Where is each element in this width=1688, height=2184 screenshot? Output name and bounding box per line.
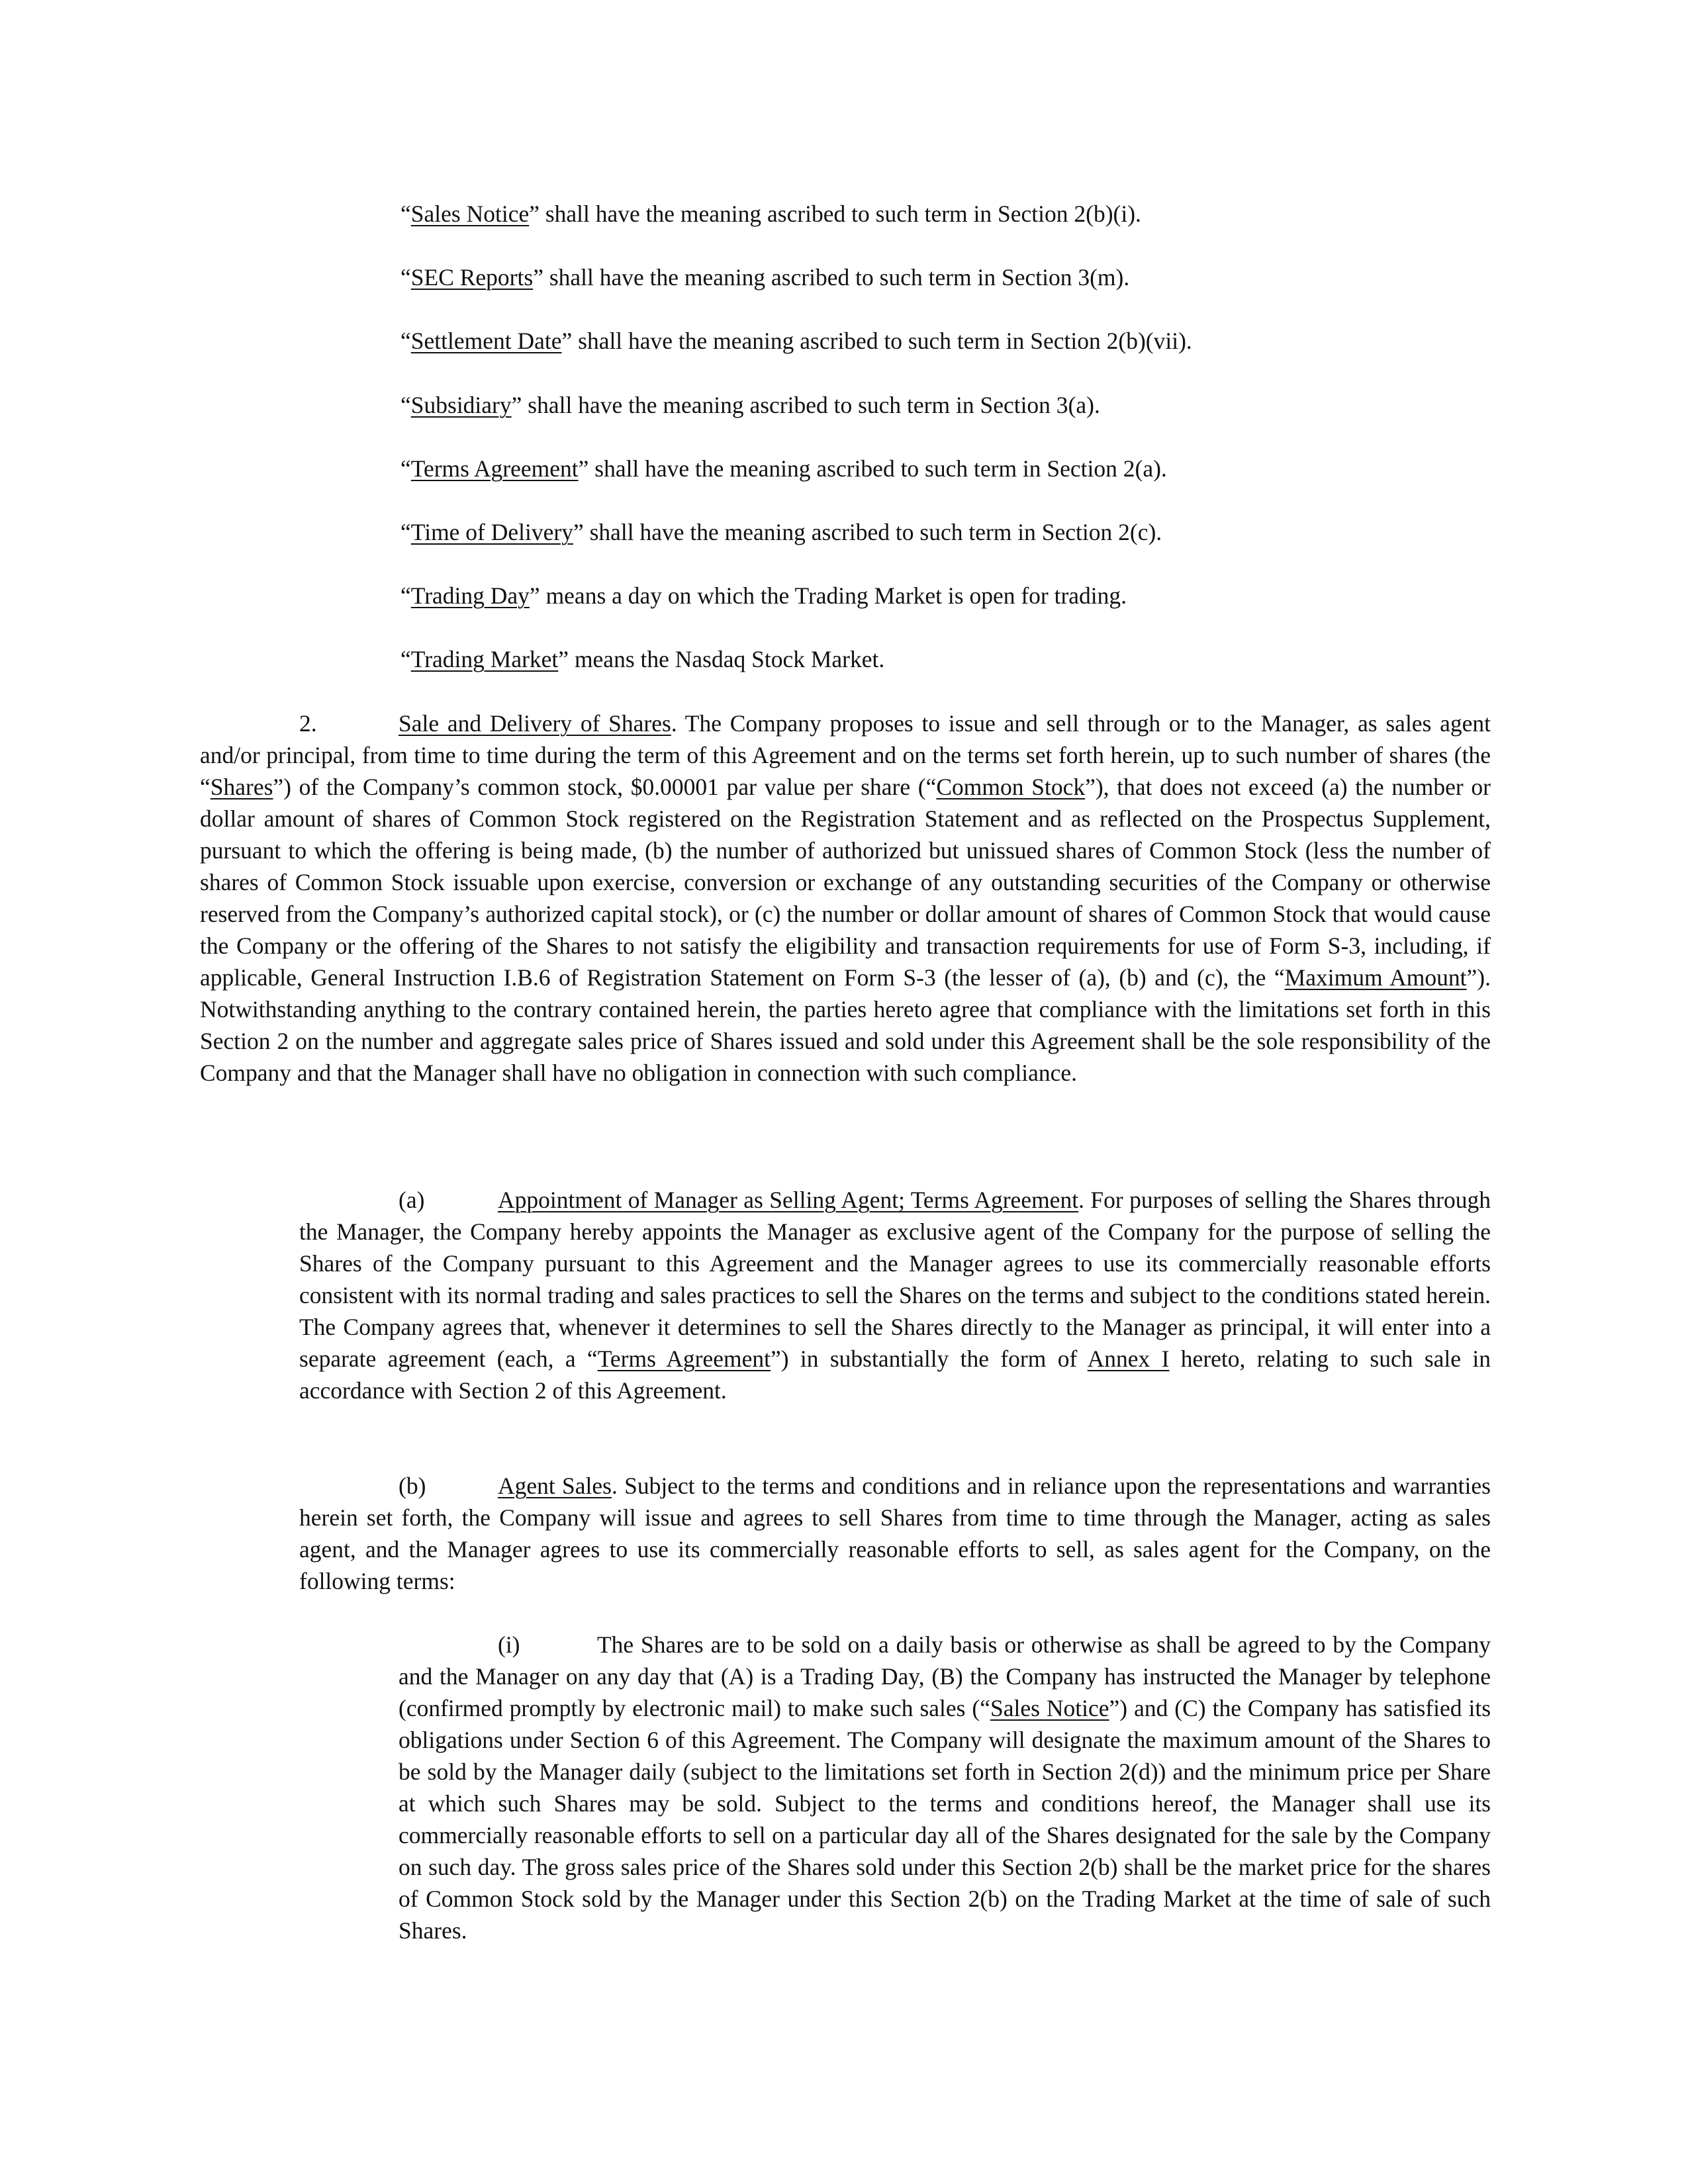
definition-subsidiary: “Subsidiary” shall have the meaning ascribed to such term in Section 3(a).	[400, 392, 1100, 418]
subsection-label: (a)	[399, 1187, 425, 1213]
defined-term: Shares	[210, 774, 273, 800]
subsection-heading: Agent Sales	[498, 1473, 612, 1499]
paragraph-text: ”). Notwithstanding anything to the contrary contained herein, the parties hereto agree that compliance with the limitations set forth in this Section 2 on the number and aggregate sales price of Shares issued and sold under this Agreement shall be the sole responsibility of the Company and that the Manager shall have no obligation in connection with such compliance.	[200, 964, 1491, 1086]
definition-text: shall have the meaning ascribed to such term in Section 3(m).	[543, 264, 1130, 291]
definition-text: shall have the meaning ascribed to such term in Section 2(b)(i).	[539, 201, 1141, 227]
paragraph-text: ”) and (C) the Company has satisfied its obligations under Section 6 of this Agreement. The Company will designate the maximum amount of the Shares to be sold by the Manager daily (subject to the limitations set forth in Section 2(d)) and the minimum price per Share at which such Shares may be sold. Subject to the terms and conditions hereof, the Manager shall use its commercially reasonable efforts to sell on a particular day all of the Shares designated for the sale by the Company on such day. The gross sales price of the Shares sold under this Section 2(b) shall be the market price for the shares of Common Stock sold by the Manager under this Section 2(b) on the Trading Market at the time of sale of such Shares.	[399, 1695, 1491, 1944]
paragraph-text: . For purposes of selling the Shares through the Manager, the Company hereby appoints the Manager as exclusive agent of the Company for the purpose of selling the Shares of the Company pursuant to this Agreement and the Manager agrees to use its commercially reasonable efforts consistent with its normal trading and sales practices to sell the Shares on the terms and subject to the conditions stated herein. The Company agrees that, whenever it determines to sell the Shares directly to the Manager as principal, it will enter into a separate agreement (each, a “	[299, 1187, 1491, 1372]
definition-terms-agreement: “Terms Agreement” shall have the meaning ascribed to such term in Section 2(a).	[400, 455, 1167, 482]
defined-term: SEC Reports	[410, 264, 534, 291]
section-heading: Sale and Delivery of Shares	[399, 710, 671, 737]
definition-sales-notice: “Sales Notice” shall have the meaning ascribed to such term in Section 2(b)(i).	[400, 201, 1141, 227]
defined-term: Sales Notice	[990, 1695, 1109, 1721]
paragraph-text: The Shares are to be sold on a daily basis or otherwise as shall be agreed to by the Company and the Manager on any day that (A) is a Trading Day, (B) the Company has instructed the Manager by telephone (confirmed promptly by electronic mail) to make such sales (“	[399, 1631, 1491, 1721]
paragraph-text: ”) of the Company’s common stock, $0.00001 par value per share (“	[273, 774, 937, 800]
definition-trading-market: “Trading Market” means the Nasdaq Stock Market.	[400, 646, 885, 672]
defined-term: Maximum Amount	[1284, 964, 1467, 991]
defined-term: Common Stock	[936, 774, 1086, 800]
clause-label: (i)	[498, 1631, 520, 1658]
definition-trading-day: “Trading Day” means a day on which the Trading Market is open for trading.	[400, 582, 1127, 609]
paragraph-text: . Subject to the terms and conditions and in reliance upon the representations and warranties herein set forth, the Company will issue and agrees to sell Shares from time to time through the Manager, acting as sales agent, and the Manager agrees to use its commercially reasonable efforts to sell, as sales agent for the Company, on the following terms:	[299, 1473, 1491, 1594]
paragraph-text: . The Company proposes to issue and sell through or to the Manager, as sales agent and/or principal, from time to time during the term of this Agreement and on the terms set forth herein, up to such number of shares (the “	[200, 710, 1491, 800]
defined-term: Settlement Date	[410, 328, 562, 354]
definition-text: means a day on which the Trading Market is open for trading.	[539, 582, 1127, 609]
defined-term: Terms Agreement	[410, 455, 579, 482]
paragraph-text: ”), that does not exceed (a) the number or dollar amount of shares of Common Stock registered on the Registration Statement and as reflected on the Prospectus Supplement, pursuant to which the offering is being made, (b) the number of authorized but unissued shares of Common Stock (less the number of shares of Common Stock issuable upon exercise, conversion or exchange of any outstanding securities of the Company or otherwise reserved from the Company’s authorized capital stock), or (c) the number or dollar amount of shares of Common Stock that would cause the Company or the offering of the Shares to not satisfy the eligibility and transaction requirements for use of Form S-3, including, if applicable, General Instruction I.B.6 of Registration Statement on Form S-3 (the lesser of (a), (b) and (c), the “	[200, 774, 1491, 991]
section-number: 2.	[299, 710, 317, 737]
definition-text: shall have the meaning ascribed to such term in Section 2(a).	[588, 455, 1167, 482]
definition-settlement-date: “Settlement Date” shall have the meaning ascribed to such term in Section 2(b)(vii).	[400, 328, 1192, 354]
defined-term: Sales Notice	[410, 201, 530, 227]
paragraph-text: ”) in substantially the form of	[770, 1345, 1088, 1372]
definition-text: shall have the meaning ascribed to such term in Section 2(b)(vii).	[572, 328, 1192, 354]
defined-term: Trading Market	[410, 646, 559, 672]
definition-text: shall have the meaning ascribed to such term in Section 3(a).	[522, 392, 1100, 418]
definition-text: shall have the meaning ascribed to such term in Section 2(c).	[583, 519, 1162, 545]
definition-time-of-delivery: “Time of Delivery” shall have the meaning ascribed to such term in Section 2(c).	[400, 519, 1162, 545]
subsection-a-paragraph	[299, 1184, 1491, 1406]
defined-term: Time of Delivery	[410, 519, 573, 545]
defined-term: Subsidiary	[410, 392, 512, 418]
subsection-heading: Appointment of Manager as Selling Agent; Terms Agreement	[498, 1187, 1079, 1213]
definition-text: means the Nasdaq Stock Market.	[569, 646, 885, 672]
section-2-paragraph	[200, 707, 1491, 1089]
annex-reference: Annex I	[1087, 1345, 1170, 1372]
subsection-b-i-paragraph	[399, 1629, 1491, 1946]
subsection-label: (b)	[399, 1473, 426, 1499]
defined-term: Terms Agreement	[597, 1345, 771, 1372]
subsection-b-paragraph	[299, 1470, 1491, 1597]
paragraph-text: hereto, relating to such sale in accordance with Section 2 of this Agreement.	[299, 1345, 1491, 1404]
defined-term: Trading Day	[410, 582, 530, 609]
definition-sec-reports: “SEC Reports” shall have the meaning ascribed to such term in Section 3(m).	[400, 264, 1130, 291]
